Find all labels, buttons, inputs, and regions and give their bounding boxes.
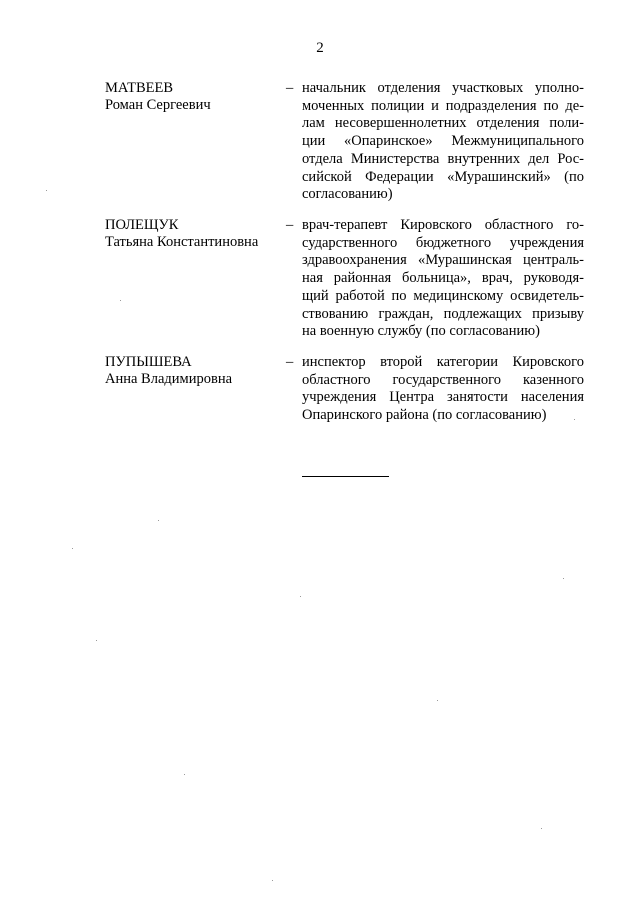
scan-speck [437,700,438,701]
member-position-description [302,217,584,341]
description-line: Опаринского района (по согласованию) [302,407,547,424]
description-line: ная районная больница», врач, руководя- [302,270,584,287]
description-line: сийской Федерации «Мурашинский» (по [302,168,584,185]
description-line: на военную службу (по согласованию) [302,323,540,340]
description-line: учреждения Центра занятости населения [302,389,584,406]
description-line: здравоохранения «Мурашинская централь- [302,252,584,269]
description-line: начальник отделения участковых уполно- [302,80,584,96]
scan-speck [72,548,73,549]
description-line: моченных полиции и подразделения по де- [302,97,584,114]
end-of-list-divider [302,476,389,477]
description-line: лам несовершеннолетних отделения поли- [302,115,584,132]
scan-speck [158,520,159,521]
member-surname: ПУПЫШЕВА [105,354,192,370]
member-surname: МАТВЕЕВ [105,80,174,96]
dash-separator: – [286,217,294,233]
member-name [105,80,285,114]
description-line: ствованию граждан, подлежащих призыву [302,305,584,322]
member-name [105,354,285,388]
scan-speck [184,774,185,775]
description-line: щий работой по медицинскому освидетель- [302,287,584,304]
scan-speck [272,880,273,881]
member-surname: ПОЛЕЩУК [105,217,179,233]
scan-speck [563,578,564,579]
scan-speck [541,828,542,829]
scan-speck [574,419,575,420]
description-line: областного государственного казенного [302,371,584,388]
page-number: 2 [316,40,324,56]
scan-speck [46,190,47,191]
member-position-description [302,354,584,425]
description-line: отдела Министерства внутренних дел Рос- [302,150,584,167]
description-line: сударственного бюджетного учреждения [302,234,584,251]
member-name [105,217,285,251]
member-given-names: Татьяна Константиновна [105,234,259,250]
dash-separator: – [286,354,294,370]
scan-speck [300,596,301,597]
member-given-names: Роман Сергеевич [105,97,211,113]
description-line: инспектор второй категории Кировского [302,354,584,370]
dash-separator: – [286,80,294,96]
scan-speck [120,300,121,301]
scan-speck [96,640,97,641]
member-position-description [302,80,584,204]
description-line: согласованию) [302,186,393,203]
description-line: ции «Опаринское» Межмуниципального [302,133,584,150]
member-given-names: Анна Владимировна [105,371,233,387]
description-line: врач-терапевт Кировского областного го- [302,217,584,233]
